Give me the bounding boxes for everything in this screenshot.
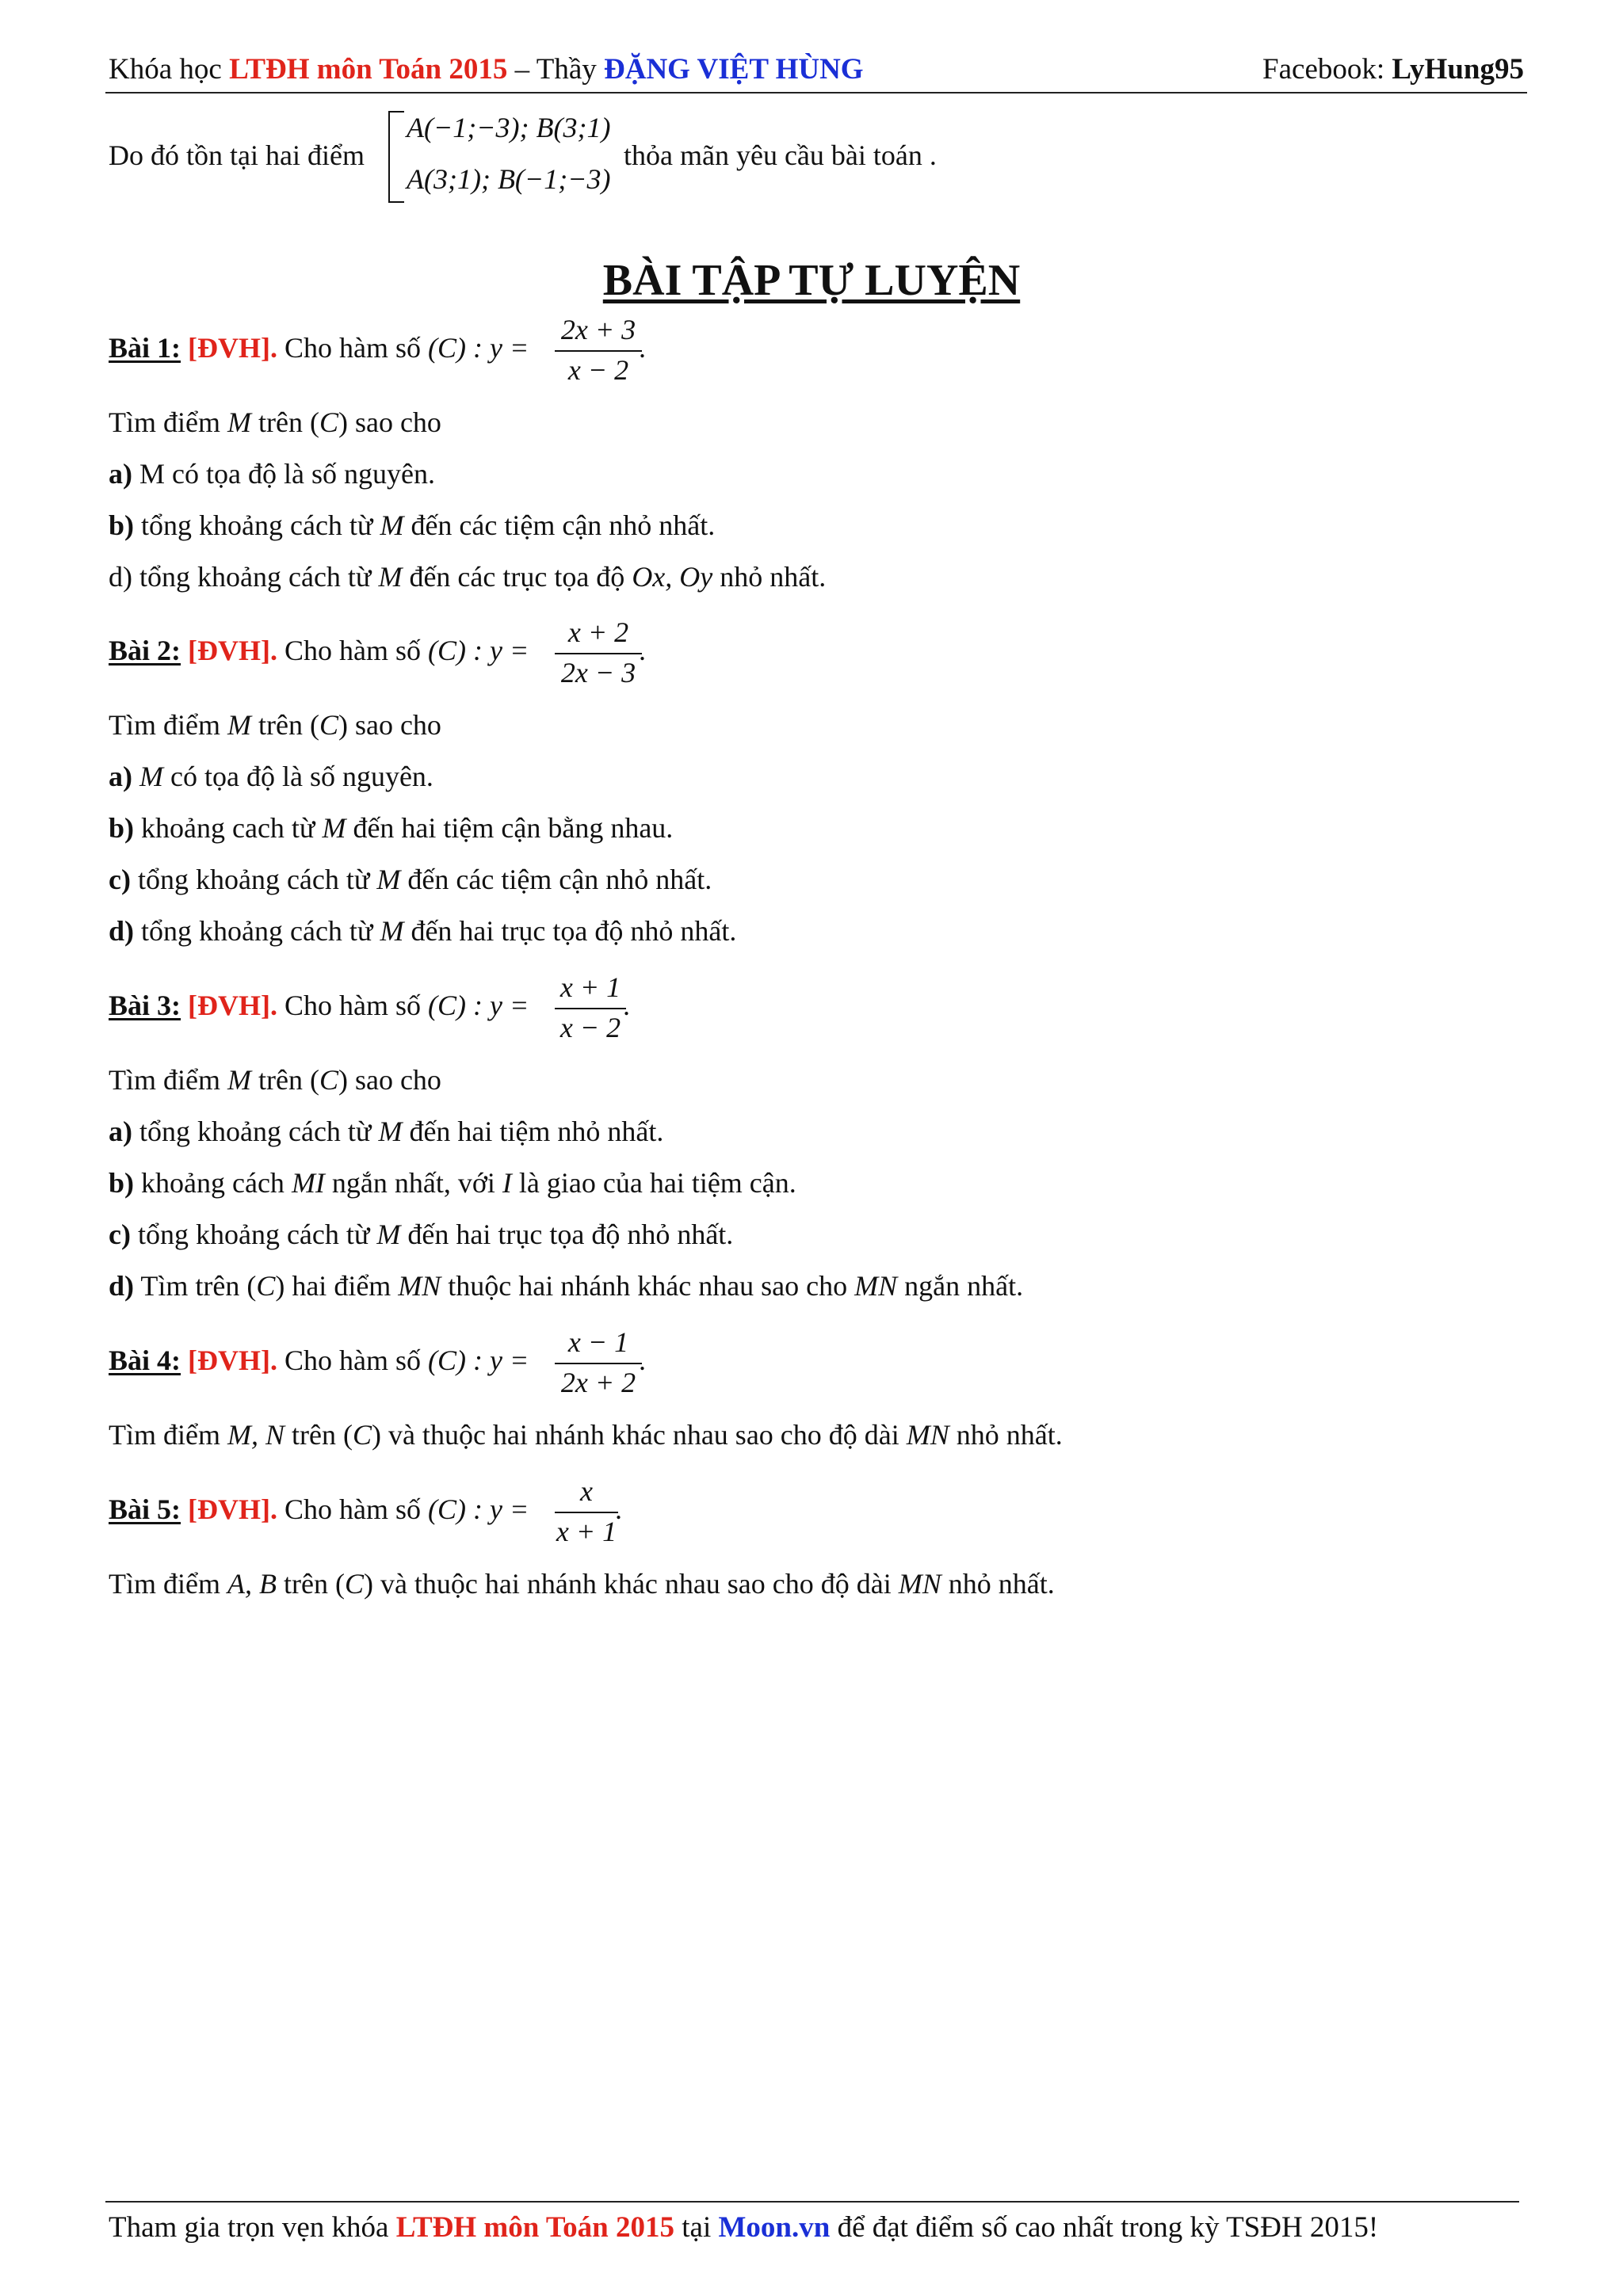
exercise-label: Bài 2: [109,635,181,666]
item-var: I [502,1167,512,1199]
exercise-2-item-d [109,914,736,948]
prompt-var: MN [906,1419,949,1451]
item-text: đến hai tiệm cận bằng nhau. [346,812,674,844]
prompt-text: ) sao cho [338,709,441,741]
intro-text: Do đó tồn tại hai điểm [109,139,365,171]
item-var: MN [854,1270,898,1302]
item-key: b) [109,1167,135,1199]
exercise-tag: [ĐVH]. [188,990,277,1021]
exercise-4-heading [109,1344,529,1377]
item-key: d) [109,915,135,947]
footer-course: LTĐH môn Toán 2015 [395,2211,675,2244]
exercise-3-heading [109,989,529,1022]
fraction-bar [555,1008,626,1009]
exercise-1-prompt [109,406,441,439]
prompt-text: trên ( [250,406,319,438]
footer-text: Tham gia trọn vẹn khóa [109,2211,396,2244]
exercise-tag: [ĐVH]. [188,1344,277,1376]
footer-site-link[interactable]: Moon.vn [718,2211,831,2244]
fraction-numerator: x − 1 [567,1326,629,1358]
exercise-label: Bài 3: [109,990,181,1021]
prompt-text: Tìm điểm [109,709,227,741]
prompt-text: Tìm điểm [109,406,227,438]
prompt-text: Tìm điểm [109,1064,227,1096]
item-text: Tìm trên ( [134,1270,257,1302]
prompt-text: nhỏ nhất. [941,1568,1055,1600]
exercise-2-item-a [109,760,433,793]
fraction-numerator: x + 2 [567,616,629,648]
footer-text: tại [674,2211,719,2244]
item-text: thuộc hai nhánh khác nhau sao cho [441,1270,855,1302]
item-text: là giao của hai tiệm cận. [511,1167,796,1199]
exercise-tag: [ĐVH]. [188,635,277,666]
exercise-2-item-c [109,863,712,896]
item-key: d) [109,1270,135,1302]
exercise-label: Bài 5: [109,1493,181,1525]
prompt-text: trên ( [250,709,319,741]
exercise-5-heading [109,1493,529,1526]
item-text: tổng khoảng cách từ [134,509,380,541]
prompt-var: MN [898,1568,941,1600]
item-var: M [376,1219,401,1250]
fraction-numerator: x + 1 [559,971,621,1003]
item-key: a) [109,761,132,792]
item-text: tổng khoảng cách từ [132,1116,379,1147]
item-key: b) [109,812,135,844]
exercise-3-item-c [109,1218,733,1251]
prompt-var: M [227,1064,251,1096]
function-label: (C) : y = [428,1493,529,1525]
exercise-lead: Cho hàm số [277,635,429,666]
exercise-1-item-a [109,457,435,490]
exercise-3-item-b [109,1166,796,1199]
intro-case-1: A(−1;−3); B(3;1) [407,112,611,143]
fraction-denominator: x − 2 [567,354,629,386]
period: . [639,635,646,666]
exercise-2-item-b [109,811,673,845]
fraction-numerator: x [580,1475,593,1507]
prompt-text: ) sao cho [338,1064,441,1096]
fraction-denominator: x − 2 [559,1012,621,1043]
header-rule [105,92,1527,93]
prompt-text: trên ( [250,1064,319,1096]
exercise-lead: Cho hàm số [277,990,429,1021]
item-text: khoảng cách [134,1167,292,1199]
period: . [615,1493,622,1525]
facebook-label: Facebook: [1262,53,1392,86]
exercise-2-heading [109,634,529,667]
exercise-1-item-d [109,560,826,593]
item-var: M [322,812,346,844]
case-bracket [388,111,404,203]
item-var: MN [398,1270,441,1302]
exercise-lead: Cho hàm số [277,332,429,364]
fraction-denominator: 2x + 2 [560,1367,636,1398]
exercise-4-prompt [109,1418,1063,1451]
prompt-var: A, B [227,1568,277,1600]
exercise-3-item-a [109,1115,663,1148]
header-teacher: ĐẶNG VIỆT HÙNG [604,53,864,86]
facebook-handle: LyHung95 [1392,53,1524,86]
header-prefix: Khóa học [109,53,230,86]
item-text: có tọa độ là số nguyên. [163,761,433,792]
item-var: Ox, Oy [632,561,713,593]
header-course: LTĐH môn Toán 2015 [229,53,508,86]
exercise-3-item-d [109,1269,1023,1302]
fraction-bar [555,1363,642,1364]
item-var: M [378,1116,403,1147]
fraction-denominator: 2x − 3 [560,657,636,688]
period: . [623,990,630,1021]
item-text: khoảng cach từ [134,812,323,844]
item-text: tổng khoảng cách từ [130,1219,377,1250]
period: . [639,1344,646,1376]
intro-conclusion: thỏa mãn yêu cầu bài toán . [624,139,937,171]
item-key: a) [109,458,132,490]
exercise-tag: [ĐVH]. [188,332,277,364]
item-var: M [380,509,404,541]
prompt-text: ) và thuộc hai nhánh khác nhau sao cho độ dài [371,1419,907,1451]
item-text: tổng khoảng cách từ [134,915,380,947]
page-header [109,52,864,86]
item-text: nhỏ nhất. [712,561,827,593]
item-var: M [376,864,401,895]
section-title: BÀI TẬP TỰ LUYỆN [602,256,1021,305]
exercise-label: Bài 4: [109,1344,181,1376]
prompt-text: ) và thuộc hai nhánh khác nhau sao cho độ dài [363,1568,899,1600]
prompt-text: Tìm điểm [109,1419,227,1451]
prompt-var: C [352,1419,372,1451]
item-text: đến hai trục tọa độ nhỏ nhất. [400,1219,734,1250]
function-label: (C) : y = [428,1344,529,1376]
prompt-var: M [227,406,251,438]
exercise-5-prompt [109,1567,1055,1600]
item-key: d) [109,561,132,593]
footer-rule [105,2201,1519,2203]
header-facebook [1262,52,1524,86]
prompt-text: ) sao cho [338,406,441,438]
item-text: đến các tiệm cận nhỏ nhất. [400,864,712,895]
header-dash: – Thầy [507,53,604,86]
prompt-var: M, N [227,1419,285,1451]
fraction-denominator: x + 1 [556,1516,617,1547]
prompt-text: nhỏ nhất. [949,1419,1063,1451]
exercise-3-prompt [109,1063,441,1097]
item-text: tổng khoảng cách từ [132,561,379,593]
fraction-bar [555,653,642,654]
item-text: đến hai trục tọa độ nhỏ nhất. [403,915,737,947]
intro-case-2: A(3;1); B(−1;−3) [407,163,611,195]
item-key: b) [109,509,135,541]
footer-text: để đạt điểm số cao nhất trong kỳ TSĐH 2015! [830,2211,1379,2244]
item-text: M có tọa độ là số nguyên. [132,458,435,490]
function-label: (C) : y = [428,635,529,666]
item-key: c) [109,864,131,895]
exercise-tag: [ĐVH]. [188,1493,277,1525]
item-text: ngắn nhất, với [324,1167,502,1199]
exercise-lead: Cho hàm số [277,1344,429,1376]
item-var: MI [291,1167,325,1199]
item-var: M [139,761,163,792]
item-text: ngắn nhất. [897,1270,1024,1302]
function-label: (C) : y = [428,990,529,1021]
prompt-text: trên ( [284,1419,353,1451]
prompt-var: C [319,1064,338,1096]
item-text: đến các trục tọa độ [402,561,632,593]
exercise-1-heading [109,331,529,364]
fraction-numerator: 2x + 3 [560,314,636,345]
item-var: M [378,561,403,593]
exercise-lead: Cho hàm số [277,1493,429,1525]
item-text: tổng khoảng cách từ [130,864,377,895]
prompt-text: trên ( [276,1568,345,1600]
exercise-label: Bài 1: [109,332,181,364]
function-label: (C) : y = [428,332,529,364]
item-var: M [380,915,404,947]
prompt-var: M [227,709,251,741]
item-text: đến hai tiệm nhỏ nhất. [402,1116,664,1147]
item-key: c) [109,1219,131,1250]
item-key: a) [109,1116,132,1147]
exercise-2-prompt [109,708,441,742]
prompt-var: C [319,406,338,438]
item-var: C [256,1270,276,1302]
prompt-var: C [319,709,338,741]
page-footer [109,2210,1378,2245]
item-text: ) hai điểm [275,1270,399,1302]
prompt-text: Tìm điểm [109,1568,227,1600]
fraction-bar [555,1512,618,1513]
period: . [639,332,646,364]
item-text: đến các tiệm cận nhỏ nhất. [403,509,716,541]
prompt-var: C [344,1568,364,1600]
fraction-bar [555,350,642,352]
exercise-1-item-b [109,509,715,542]
